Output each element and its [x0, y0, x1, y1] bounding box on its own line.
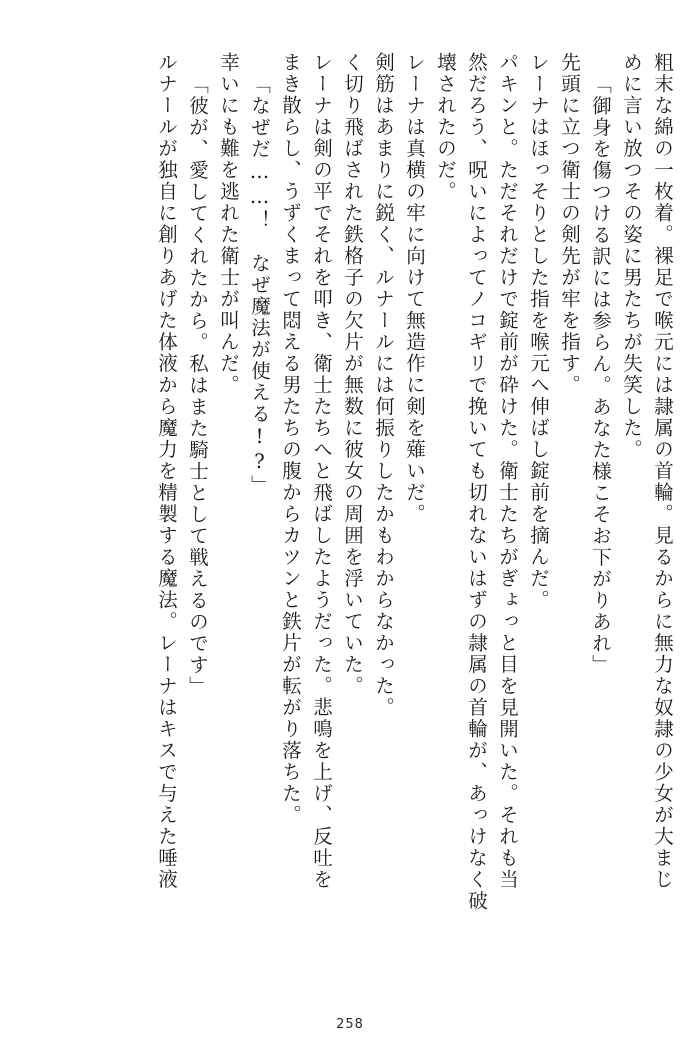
- text-line: レーナはほっそりとした指を喉元へ伸ばし錠前を摘んだ。: [527, 52, 550, 611]
- text-line: 壊されたのだ。: [434, 52, 457, 203]
- text-line: 剣筋はあまりに鋭く、ルナールには何振りしたかもわからなかった。: [372, 52, 395, 719]
- text-line: 幸いにも難を逃れた衛士が叫んだ。: [217, 52, 240, 396]
- text-line: く切り飛ばされた鉄格子の欠片が無数に彼女の周囲を浮いていた。: [341, 52, 364, 697]
- text-line: 「なぜだ……！ なぜ魔法が使える!?」: [248, 74, 271, 497]
- text-line: めに言い放つその姿に男たちが失笑した。: [620, 52, 643, 461]
- novel-body-text: [28, 52, 672, 997]
- text-line: まき散らし、うずくまって悶える男たちの腹からカツンと鉄片が転がり落ちた。: [279, 52, 302, 826]
- text-line: パキンと。ただそれだけで錠前が砕けた。衛士たちがぎょっと目を見開いた。それも当: [496, 52, 519, 891]
- text-line: レーナは剣の平でそれを叩き、衛士たちへと飛ばしたようだった。悲鳴を上げ、反吐を: [310, 52, 333, 891]
- text-line: 粗末な綿の一枚着。裸足で喉元には隷属の首輪。見るからに無力な奴隷の少女が大まじ: [651, 52, 674, 891]
- text-line: 「彼が、愛してくれたから。私はまた騎士として戦えるのです」: [186, 74, 209, 698]
- text-line: 然だろう、呪いによってノコギリで挽いても切れないはずの隷属の首輪が、あっけなく破: [465, 52, 488, 912]
- text-line: 「御身を傷つける訳には参らん。あなた様こそお下がりあれ」: [589, 74, 612, 676]
- text-line: 先頭に立つ衛士の剣先が牢を指す。: [558, 52, 581, 396]
- page-number: 258: [336, 1017, 364, 1032]
- text-line: ルナールが独自に創りあげた体液から魔力を精製する魔法。レーナはキスで与えた唾液: [155, 52, 178, 891]
- text-line: レーナは真横の牢に向けて無造作に剣を薙いだ。: [403, 52, 426, 525]
